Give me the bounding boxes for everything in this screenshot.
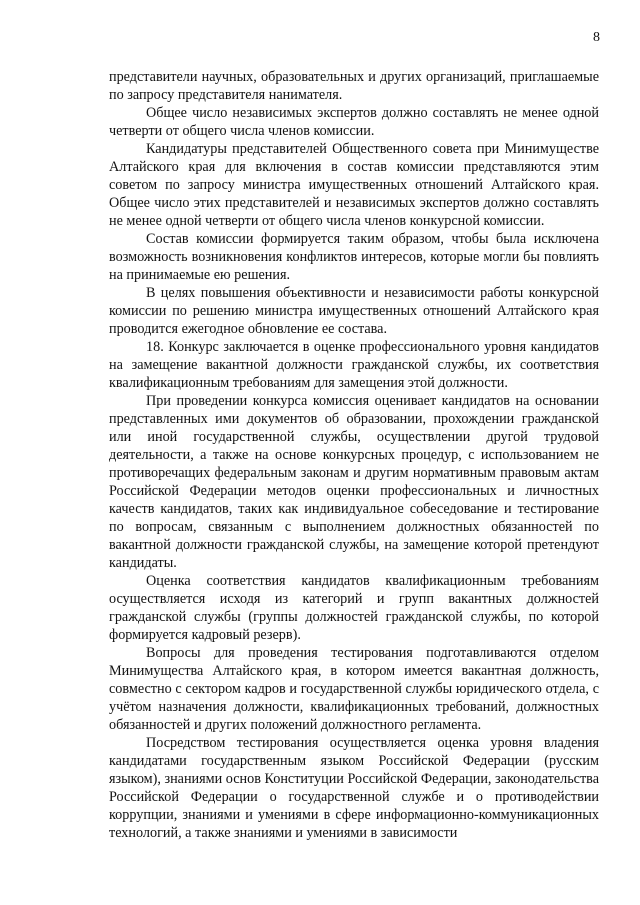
- paragraph: При проведении конкурса комиссия оценивает кандидатов на основании представленных ими документов об образовании, прохождении гражданской или иной государственной службы, осуществлении другой трудовой деятельности, а также на основе конкурсных процедур, с использованием не противоречащих федеральным законам и другим нормативным правовым актам Российской Федерации методов оценки профессиональных и личностных качеств кандидатов, таких как индивидуальное собеседование и тестирование по вопросам, связанным с выполнением должностных обязанностей по вакантной должности гражданской службы, на замещение которой претендуют кандидаты.: [109, 393, 599, 571]
- paragraph: Состав комиссии формируется таким образом, чтобы была исключена возможность возникновения конфликтов интересов, которые могли бы повлиять на принимаемые ею решения.: [109, 231, 599, 283]
- paragraph: представители научных, образовательных и других организаций, приглашаемые по запросу представителя нанимателя.: [109, 69, 599, 103]
- paragraph: Посредством тестирования осуществляется оценка уровня владения кандидатами государственным языком Российской Федерации (русским языком), знаниями основ Конституции Российской Федерации, законодательства Российской Федерации о государственной службе и о противодействии коррупции, знаниями и умениями в сфере информационно-коммуникационных технологий, а также знаниями и умениями в зависимости: [109, 735, 599, 841]
- document-body: [109, 68, 599, 842]
- page-number: 8: [593, 30, 600, 45]
- paragraph: 18. Конкурс заключается в оценке профессионального уровня кандидатов на замещение вакантной должности гражданской службы, их соответствия квалификационным требованиям для замещения этой должности.: [109, 339, 599, 391]
- paragraph: В целях повышения объективности и независимости работы конкурсной комиссии по решению министра имущественных отношений Алтайского края проводится ежегодное обновление ее состава.: [109, 285, 599, 337]
- paragraph: Оценка соответствия кандидатов квалификационным требованиям осуществляется исходя из категорий и групп вакантных должностей гражданской службы (группы должностей гражданской службы, по которой формируется кадровый резерв).: [109, 573, 599, 643]
- paragraph: Общее число независимых экспертов должно составлять не менее одной четверти от общего числа членов комиссии.: [109, 105, 599, 139]
- paragraph: Кандидатуры представителей Общественного совета при Минимуществе Алтайского края для включения в состав комиссии представляются этим советом по запросу министра имущественных отношений Алтайского края. Общее число этих представителей и независимых экспертов должно составлять не менее одной четверти от общего числа членов конкурсной комиссии.: [109, 141, 599, 229]
- paragraph: Вопросы для проведения тестирования подготавливаются отделом Минимущества Алтайского края, в котором имеется вакантная должность, совместно с сектором кадров и государственной службы юридического отдела, с учётом назначения должности, квалификационных требований, должностных обязанностей и других положений должностного регламента.: [109, 645, 599, 733]
